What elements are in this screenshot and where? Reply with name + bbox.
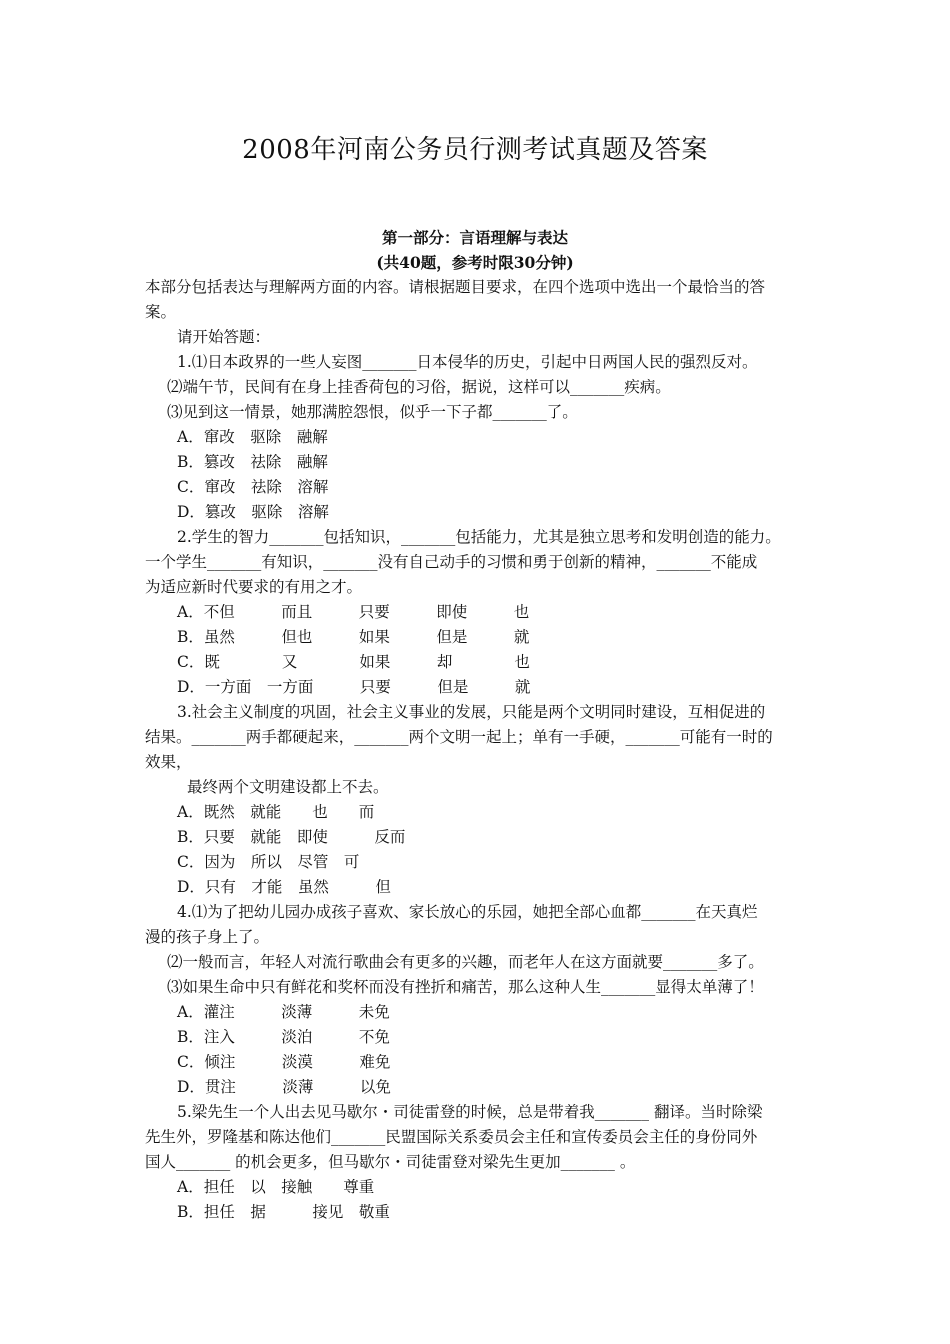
option-line: D．贯注 淡薄 以免 (177, 1078, 391, 1096)
document-title: 2008年河南公务员行测考试真题及答案 (242, 135, 708, 165)
option-line: C．因为 所以 尽管 可 (177, 853, 360, 871)
option-line: B．注入 淡泊 不免 (177, 1028, 390, 1046)
question-line: 国人_______ 的机会更多，但马歇尔・司徒雷登对梁先生更加_______ 。 (145, 1153, 636, 1171)
question-line: ⑶见到这一情景，她那满腔怨恨，似乎一下子都_______了。 (167, 403, 578, 421)
option-line: C．倾注 淡漠 难免 (177, 1053, 391, 1071)
question-line: 一个学生_______有知识，_______没有自己动手的习惯和勇于创新的精神，_______不能成 (145, 553, 758, 571)
option-line: D．篡改 驱除 溶解 (177, 503, 329, 521)
intro-line: 本部分包括表达与理解两方面的内容。请根据题目要求，在四个选项中选出一个最恰当的答 (145, 278, 766, 296)
option-line: A．灌注 淡薄 未免 (177, 1003, 390, 1021)
section-subheading: (共40题，参考时限30分钟) (376, 253, 574, 272)
intro-line: 案。 (145, 303, 177, 321)
question-line: 效果， (145, 753, 192, 771)
option-line: A．担任 以 接触 尊重 (177, 1178, 375, 1196)
section-heading: 第一部分：言语理解与表达 (381, 228, 568, 247)
question-line: ⑵一般而言，年轻人对流行歌曲会有更多的兴趣，而老年人在这方面就要_______多了。 (167, 953, 764, 971)
option-line: D．一方面 一方面 只要 但是 就 (177, 678, 531, 696)
question-line: 2.学生的智力_______包括知识，_______包括能力，尤其是独立思考和发明创造的能力。 (177, 528, 781, 546)
option-line: A．窜改 驱除 融解 (177, 428, 328, 446)
question-line: 3.社会主义制度的巩固，社会主义事业的发展，只能是两个文明同时建设，互相促进的 (177, 703, 766, 721)
question-line: 1.⑴日本政界的一些人妄图_______日本侵华的历史，引起中日两国人民的强烈反对。 (177, 353, 758, 371)
question-line: 先生外，罗隆基和陈达他们_______民盟国际关系委员会主任和宣传委员会主任的身份同外 (145, 1128, 758, 1146)
option-line: C．既 又 如果 却 也 (177, 653, 530, 671)
option-line: B．只要 就能 即使 反而 (177, 828, 406, 846)
question-line: 最终两个文明建设都上不去。 (187, 778, 389, 796)
question-line: 漫的孩子身上了。 (145, 928, 270, 946)
option-line: A．既然 就能 也 而 (177, 803, 375, 821)
question-line: ⑵端午节，民间有在身上挂香荷包的习俗，据说，这样可以_______疾病。 (167, 378, 671, 396)
instruction-line: 请开始答题： (177, 328, 271, 346)
question-line: ⑶如果生命中只有鲜花和奖杯而没有挫折和痛苦，那么这种人生_______显得太单薄了！ (167, 978, 764, 996)
option-line: B．担任 据 接见 敬重 (177, 1203, 390, 1221)
option-line: B．篡改 祛除 融解 (177, 453, 328, 471)
option-line: C．窜改 祛除 溶解 (177, 478, 329, 496)
option-line: B．虽然 但也 如果 但是 就 (177, 628, 530, 646)
question-line: 为适应新时代要求的有用之才。 (145, 578, 363, 596)
question-line: 4.⑴为了把幼儿园办成孩子喜欢、家长放心的乐园，她把全部心血都_______在天真烂 (177, 903, 758, 921)
option-line: A．不但 而且 只要 即使 也 (177, 603, 530, 621)
question-line: 5.梁先生一个人出去见马歇尔・司徒雷登的时候，总是带着我_______ 翻译。当时除梁 (177, 1103, 763, 1121)
question-line: 结果。_______两手都硬起来，_______两个文明一起上；单有一手硬，_______可能有一时的 (145, 728, 773, 746)
option-line: D．只有 才能 虽然 但 (177, 878, 391, 896)
